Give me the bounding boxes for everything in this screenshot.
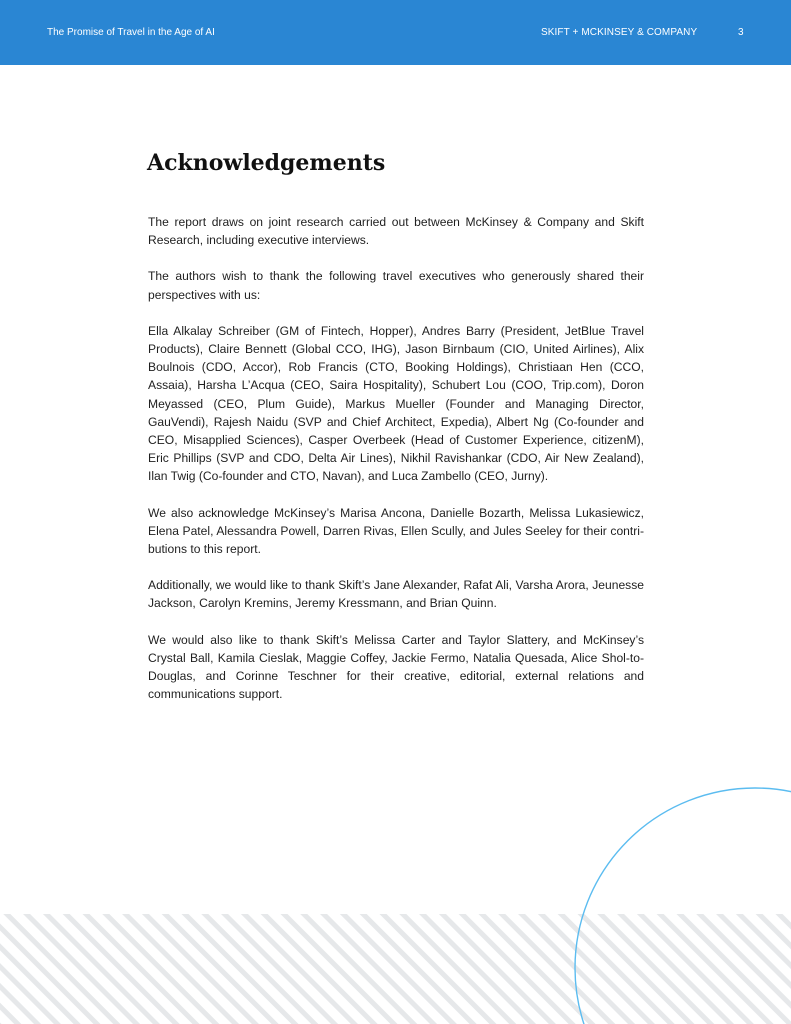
paragraph-thanks-intro: The authors wish to thank the following travel executives who generously shared their perspectives with us: [148,269,644,302]
paragraph-support: We would also like to thank Skift’s Melissa Carter and Taylor Slattery, and McKinsey’s Crystal Ball, Kamila Cieslak, Maggie Coffey, Jackie Fermo, Natalia Quesada, Alice Shol-to-Douglas, and Corinne Teschner for their creative, editorial, external relations and communications support. [148,632,644,702]
decorative-arc [575,788,791,1024]
paragraph-executives: Ella Alkalay Schreiber (GM of Fintech, Hopper), Andres Barry (President, JetBlue Travel Products), Claire Bennett (Global CCO, IHG), Jason Birnbaum (CIO, United Airlines), Alix Boulnois (CDO, Accor), Rob Francis (CTO, Booking Holdings), Christiaan Hen (CCO, Assaia), Harsha L’Acqua (CEO, Saira Hospitality), Schubert Lou (COO, Trip.com), Doron Meyassed (CEO, Plum Guide), Markus Mueller (Founder and Managing Director, GauVendi), Rajesh Naidu (SVP and Chief Architect, Expedia), Albert Ng (Co-founder and CEO, Misapplied Sciences), Casper Overbeek (Head of Customer Experience, citizenM), Eric Phillips (SVP and CDO, Delta Air Lines), Nikhil Ravishankar (CDO, Air New Zealand), Ilan Twig (Co-founder and CTO, Navan), and Luca Zambello (CEO, Jurny). [148,323,644,484]
paragraph-intro: The report draws on joint research carried out between McKinsey & Company and Skift Research, including executive interviews. [148,215,644,248]
document-title: The Promise of Travel in the Age of AI [47,27,215,38]
page-number: 3 [738,27,744,38]
page-title: Acknowledgements [147,150,386,176]
brand-label: SKIFT + MCKINSEY & COMPANY [541,27,698,38]
diagonal-stripes [0,914,791,1024]
page-header [0,0,791,65]
paragraph-skift: Additionally, we would like to thank Skift’s Jane Alexander, Rafat Ali, Varsha Arora, Jeunesse Jackson, Carolyn Kremins, Jeremy Kressmann, and Brian Quinn. [148,578,644,611]
paragraph-mckinsey: We also acknowledge McKinsey’s Marisa Ancona, Danielle Bozarth, Melissa Lukasiewicz, Elena Patel, Alessandra Powell, Darren Rivas, Ellen Scully, and Jules Seeley for their contri-butions to this report. [148,505,644,557]
acknowledgements-body [148,213,644,721]
